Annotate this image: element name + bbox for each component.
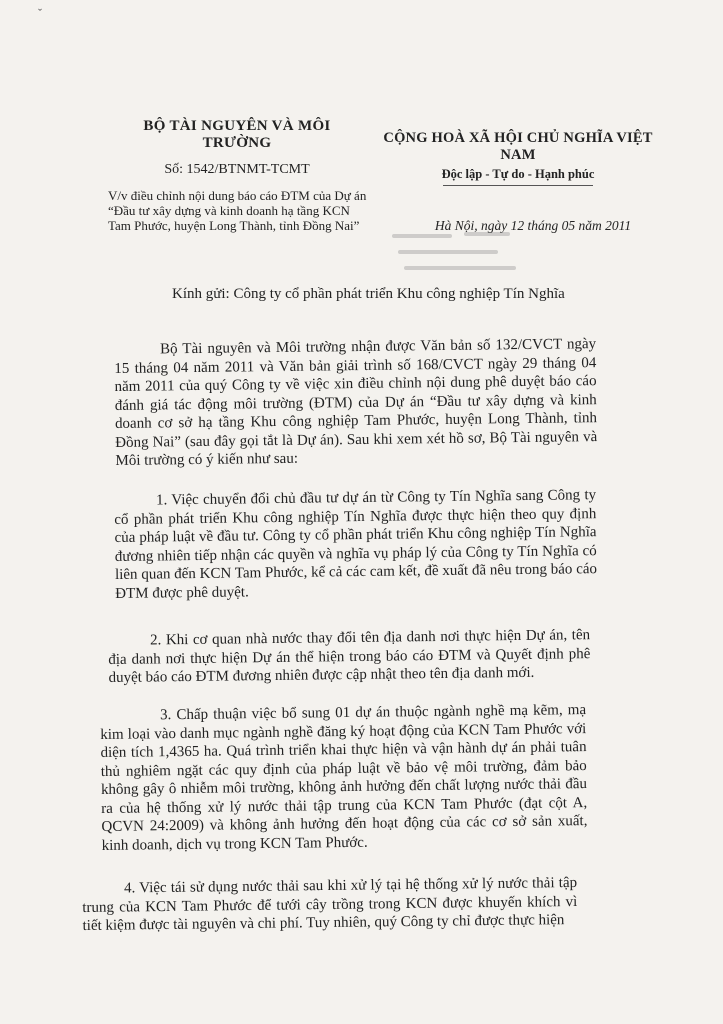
stamp-mark: [464, 232, 510, 236]
republic-name: CỘNG HOÀ XÃ HỘI CHỦ NGHĨA VIỆT NAM: [383, 130, 653, 163]
document-number: Số: 1542/BTNMT-TCMT: [164, 162, 310, 177]
received-stamp: [384, 226, 524, 284]
body-paragraph-3: 3. Chấp thuận việc bổ sung 01 dự án thuộc ngành nghề mạ kẽm, mạ kim loại vào danh mục ngành nghề đăng ký hoạt động của KCN Tam Phước với diện tích 1,4365 ha. Quá trình triển khai thực hiện và vận hành dự án phải tuân thủ nghiêm ngặt các quy định của pháp luật về bảo vệ môi trường, đảm bảo không gây ô nhiễm môi trường, không ảnh hưởng đến chất lượng nước thải đầu ra của hệ thống xử lý nước thải tập trung của KCN Tam Phước (đạt cột A, QCVN 24:2009) và không ảnh hưởng đến hoạt động của các cơ sở sản xuất, kinh doanh, dịch vụ trong KCN Tam Phước.: [100, 702, 588, 854]
stamp-mark: [392, 234, 452, 238]
stamp-mark: [404, 266, 516, 270]
stamp-mark: [398, 250, 498, 254]
issuer-block: [112, 118, 362, 178]
national-motto: Độc lập - Tự do - Hạnh phúc: [441, 167, 595, 181]
scan-speck: ˇ: [38, 6, 42, 20]
body-paragraph-1: 1. Việc chuyển đổi chủ đầu tư dự án từ Công ty Tín Nghĩa sang Công ty cổ phần phát triển Khu công nghiệp Tín Nghĩa được thực hiện theo quy định của pháp luật về đầu tư. Công ty cổ phần phát triển Khu công nghiệp Tín Nghĩa đương nhiên tiếp nhận các quyền và nghĩa vụ pháp lý của Công ty Tín Nghĩa có liên quan đến KCN Tam Phước, kể cả các cam kết, đề xuất đã nêu trong báo cáo ĐTM được phê duyệt.: [114, 487, 598, 602]
body-paragraph-2: 2. Khi cơ quan nhà nước thay đổi tên địa danh nơi thực hiện Dự án, tên địa danh nơi thực hiện Dự án thể hiện trong báo cáo ĐTM và Quyết định phê duyệt báo cáo ĐTM đương nhiên được cập nhật theo tên địa danh mới.: [108, 627, 591, 686]
motto-underline: [443, 185, 593, 186]
body-paragraph-intro: Bộ Tài nguyên và Môi trường nhận được Văn bản số 132/CVCT ngày 15 tháng 04 năm 2011 và Văn bản giải trình số 168/CVCT ngày 29 tháng 04 năm 2011 của quý Công ty về việc xin điều chỉnh nội dung phê duyệt báo cáo đánh giá tác động môi trường (ĐTM) của Dự án “Đầu tư xây dựng và kinh doanh cơ sở hạ tầng Khu công nghiệp Tam Phước, huyện Long Thành, tỉnh Đồng Nai” (sau đây gọi tắt là Dự án). Sau khi xem xét hồ sơ, Bộ Tài nguyên và Môi trường có ý kiến như sau:: [114, 336, 598, 469]
recipient-line: Kính gửi: Công ty cổ phần phát triển Khu công nghiệp Tín Nghĩa: [172, 286, 565, 302]
subject-line: V/v điều chỉnh nội dung báo cáo ĐTM của Dự án “Đầu tư xây dựng và kinh doanh hạ tầng KCN Tam Phước, huyện Long Thành, tỉnh Đồng Nai”: [108, 188, 367, 233]
ministry-name: BỘ TÀI NGUYÊN VÀ MÔI TRƯỜNG: [143, 118, 331, 151]
national-header: [373, 130, 663, 186]
place-date: Hà Nội, ngày 12 tháng 05 năm 2011: [434, 218, 632, 233]
body-paragraph-4: 4. Việc tái sử dụng nước thải sau khi xử lý tại hệ thống xử lý nước thải tập trung của KCN Tam Phước để tưới cây trồng trong KCN được khuyến khích vì tiết kiệm được tài nguyên và chi phí. Tuy nhiên, quý Công ty chỉ được thực hiện: [82, 874, 578, 934]
